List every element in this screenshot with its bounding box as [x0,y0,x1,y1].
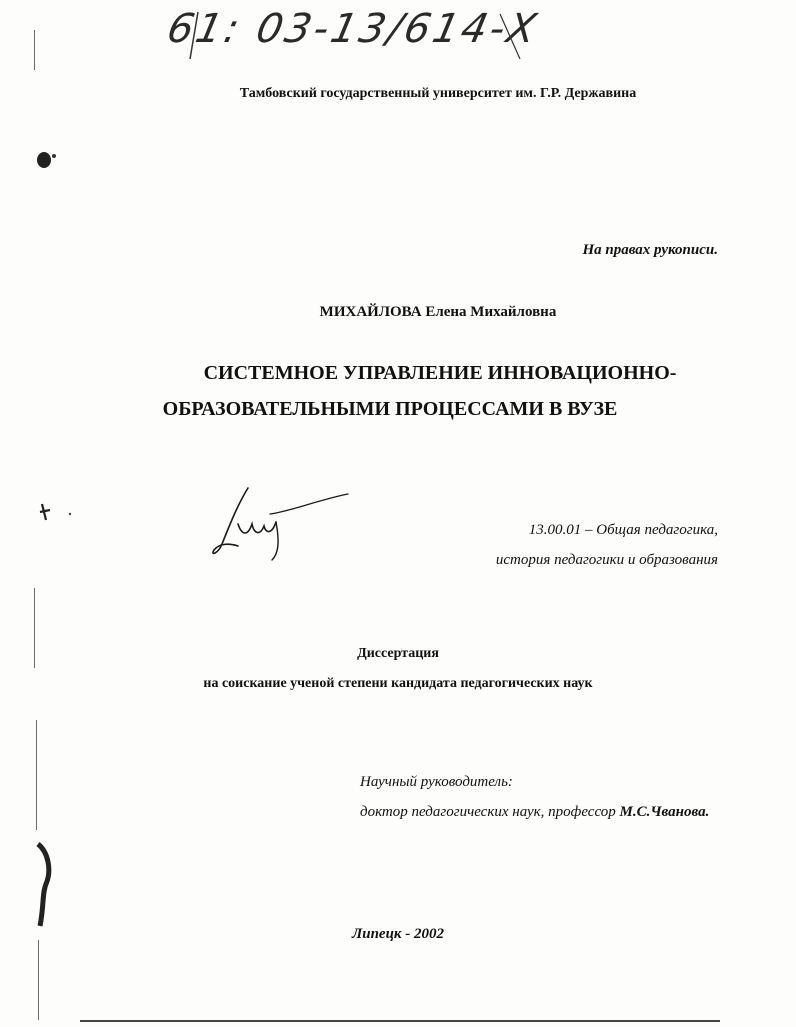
supervisor-label: Научный руководитель: [360,774,513,790]
scan-bottom-edge [80,1020,720,1022]
dissertation-title-line-2: ОБРАЗОВАТЕЛЬНЫМИ ПРОЦЕССАМИ В ВУЗЕ [162,398,618,420]
scan-blot-icon [32,148,60,172]
document-type: Диссертация [357,646,439,661]
supervisor-name: М.С.Чванова. [619,804,710,820]
scan-margin-line-mid [34,588,35,668]
signature-icon [208,484,358,564]
archive-code-strokes-icon [160,4,560,64]
scan-margin-line-low [36,720,37,830]
dissertation-title-line-1: СИСТЕМНОЕ УПРАВЛЕНИЕ ИННОВАЦИОННО- [203,362,677,384]
specialty-code: 13.00.01 – Общая педагогика, [528,522,718,538]
scan-margin-line-top [34,30,35,70]
city-year: Липецк - 2002 [351,926,445,942]
archive-code-handwritten: 61: 03-13/614-Х [163,6,543,52]
university-name: Тамбовский государственный университет им. Г.Р. Державина [239,86,637,101]
author-name: МИХАЙЛОВА Елена Михайловна [319,304,557,320]
supervisor-details [360,804,709,821]
scan-edge-shadow-icon [34,840,64,930]
manuscript-note: На правах рукописи. [582,242,718,258]
specialty-name: история педагогики и образования [495,552,718,568]
degree-statement: на соискание ученой степени кандидата педагогических наук [203,676,593,691]
scan-mark-icon [36,500,76,524]
scan-margin-line-bottom [38,940,39,1020]
supervisor-credentials: доктор педагогических наук, профессор [360,804,616,820]
